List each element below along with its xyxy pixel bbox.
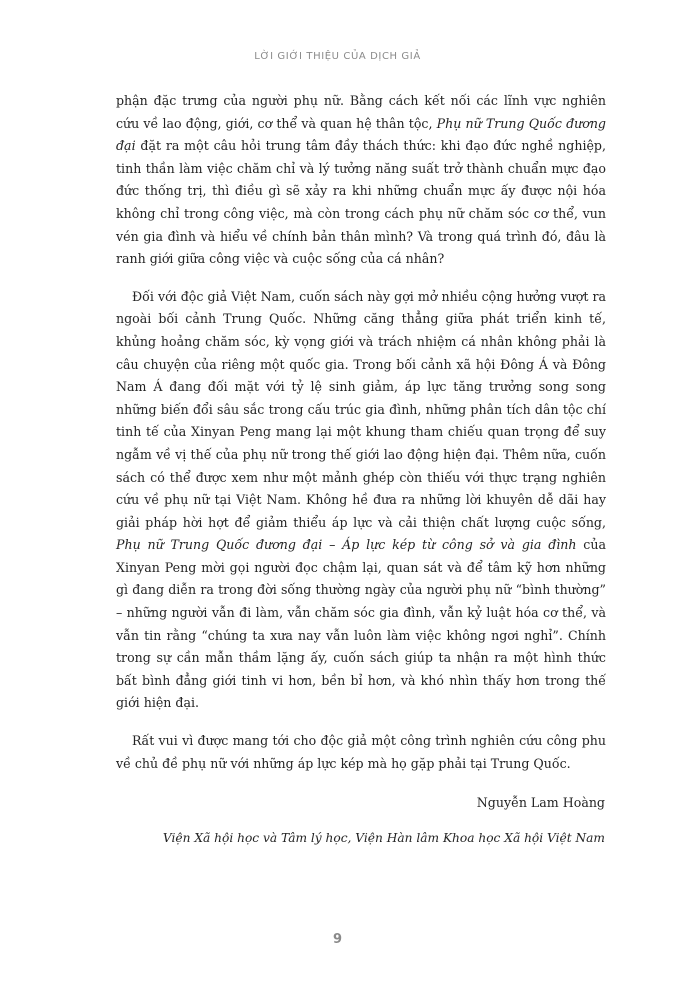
paragraph-1-text-a: phận đặc trưng của người phụ nữ. Bằng cách kết nối các lĩnh vực nghiên cứu về lao động, giới, cơ thể và quan hệ thân tộc, xyxy=(116,93,606,131)
translator-affiliation: Viện Xã hội học và Tâm lý học, Viện Hàn lâm Khoa học Xã hội Việt Nam xyxy=(162,831,605,845)
running-header: LỜI GIỚI THIỆU CỦA DỊCH GIẢ xyxy=(254,51,421,62)
paragraph-1-text-b: đặt ra một câu hỏi trung tâm đầy thách thức: khi đạo đức nghề nghiệp, tinh thần làm việc chăm chỉ và lý tưởng năng suất trở thành chuẩn mực đạo đức thống trị, thì điều gì sẽ xảy ra khi những chuẩn mực ấy được nội hóa không chỉ trong công việc, mà còn trong cách phụ nữ chăm sóc cơ thể, vun vén gia đình và hiểu về chính bản thân mình? Và trong quá trình đó, đâu là ranh giới giữa công việc và cuộc sống của cá nhân? xyxy=(116,138,606,267)
book-title-italic: Phụ nữ Trung Quốc đương đại xyxy=(116,115,606,154)
paragraph-3: Rất vui vì được mang tới cho độc giả một công trình nghiên cứu công phu về chủ đề phụ nữ với những áp lực kép mà họ gặp phải tại Trung Quốc. xyxy=(116,733,606,771)
paragraph-2-text-a: Đối với độc giả Việt Nam, cuốn sách này gợi mở nhiều cộng hưởng vượt ra ngoài bối cảnh Trung Quốc. Những căng thẳng giữa phát triển kinh tế, khủng hoảng chăm sóc, kỳ vọng giới và trách nhiệm cá nhân không phải là câu chuyện của riêng một quốc gia. Trong bối cảnh xã hội Đông Á và Đông Nam Á đang đối mặt với tỷ lệ sinh giảm, áp lực tăng trưởng song song những biến đổi sâu sắc trong cấu trúc gia đình, những phân tích dân tộc chí tinh tế của Xinyan Peng mang lại một khung tham chiếu quan trọng để suy ngẫm về vị thế của phụ nữ trong thế giới lao động hiện đại. Thêm nữa, cuốn sách có thể được xem như một mảnh ghép còn thiếu với thực trạng nghiên cứu về phụ nữ tại Việt Nam. Không hề đưa ra những lời khuyên dễ dãi hay giải pháp hời hợt để giảm thiểu áp lực và cải thiện chất lượng cuộc sống, xyxy=(116,288,606,530)
book-title-italic: Phụ nữ Trung Quốc đương đại – Áp lực kép từ công sở và gia đình xyxy=(116,537,577,553)
paragraph-2-text-b: của Xinyan Peng mời gọi người đọc chậm lại, quan sát và để tâm kỹ hơn những gì đang diễn ra trong đời sống thường ngày của người phụ nữ “bình thường” – những người vẫn đi làm, vẫn chăm sóc gia đình, vẫn kỷ luật hóa cơ thể, và vẫn tin rằng “chúng ta xưa nay vẫn luôn làm việc không ngơi nghỉ”. Chính trong sự cần mẫn thầm lặng ấy, cuốn sách giúp ta nhận ra một hình thức bất bình đẳng giới tinh vi hơn, bền bỉ hơn, và khó nhìn thấy hơn trong thế giới hiện đại. xyxy=(116,537,606,711)
paragraph-2 xyxy=(116,286,606,715)
translator-name: Nguyễn Lam Hoàng xyxy=(476,795,605,810)
paragraph-1 xyxy=(116,90,606,271)
page-number: 9 xyxy=(332,932,343,947)
body-text xyxy=(116,90,606,790)
